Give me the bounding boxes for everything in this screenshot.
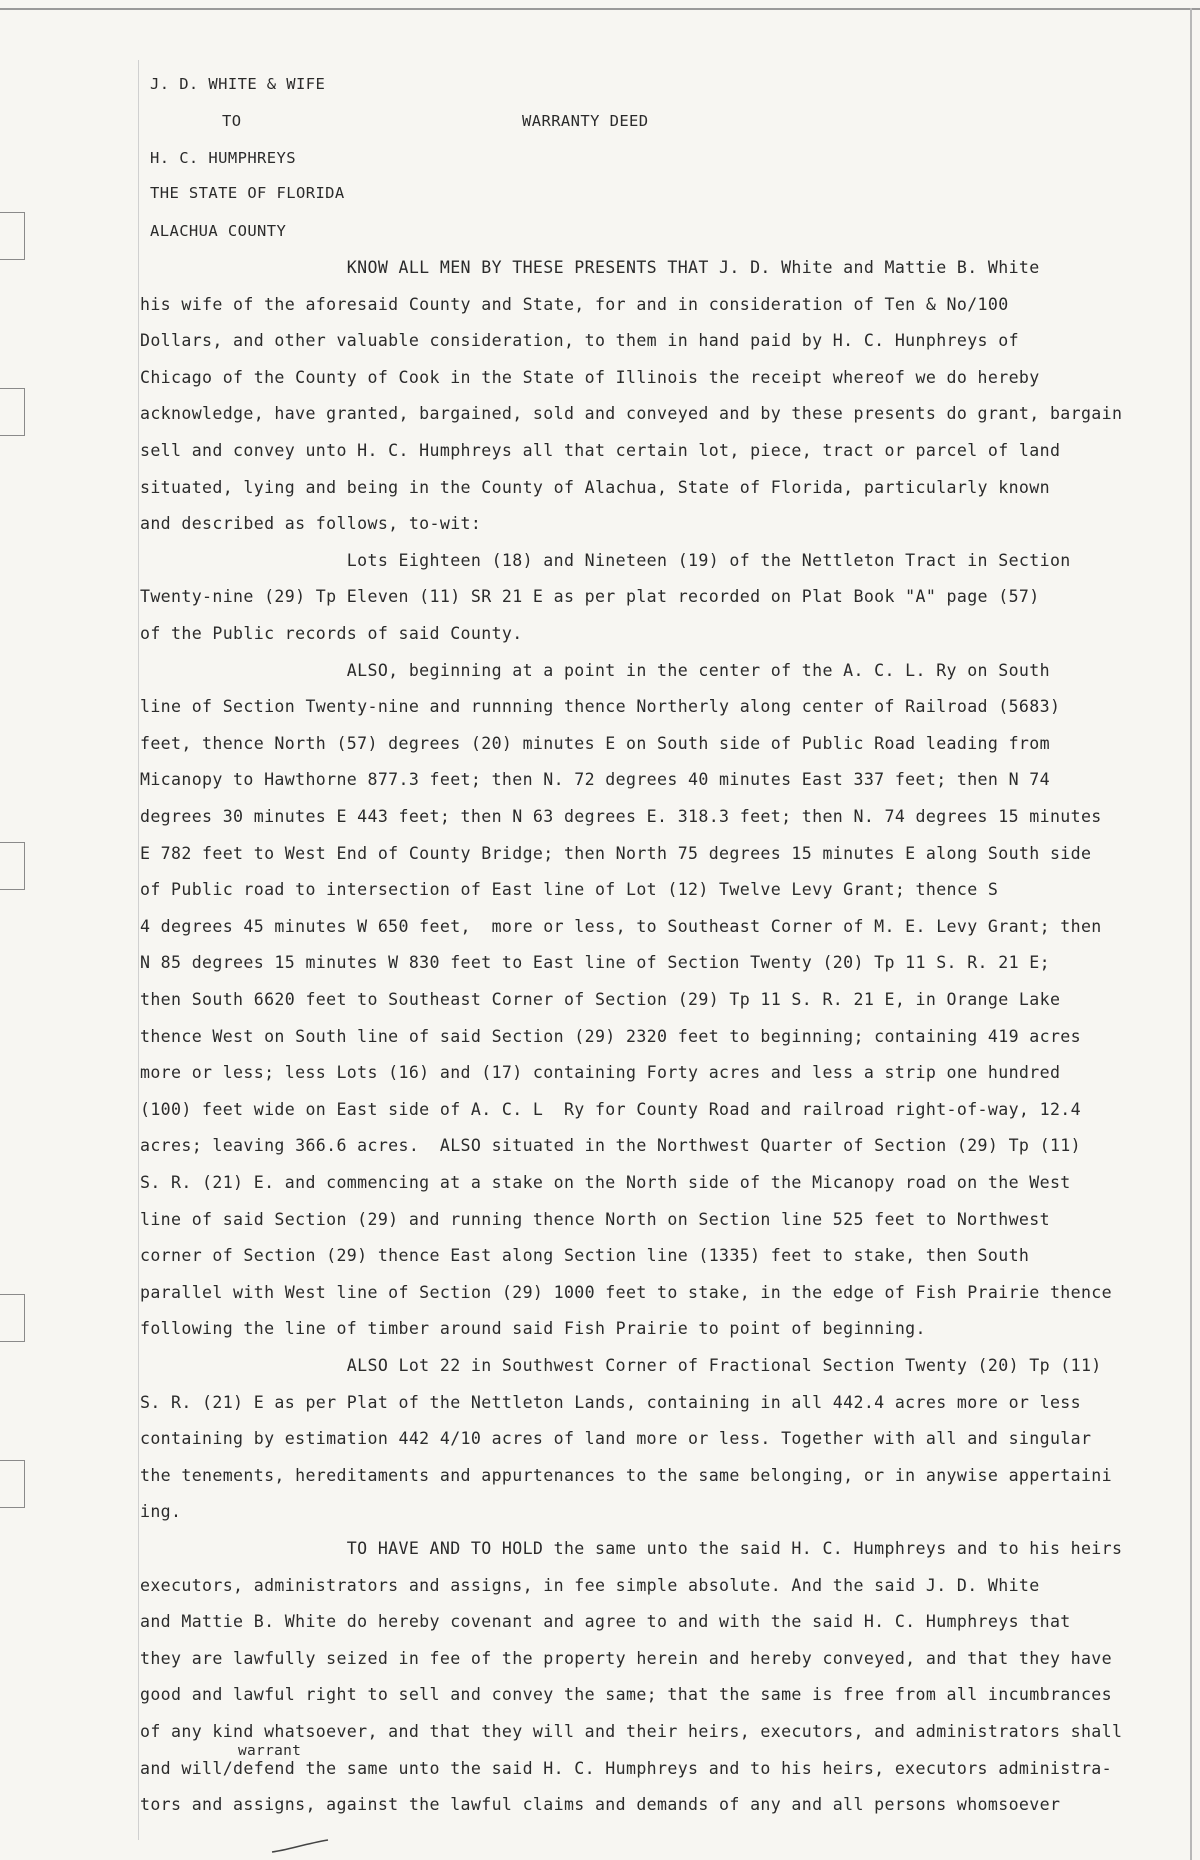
left-margin-rule (138, 60, 139, 1840)
to-label: TO (222, 112, 242, 130)
signature-stroke (270, 1838, 330, 1856)
binder-clip-mark (0, 842, 25, 890)
top-border (0, 8, 1200, 10)
deed-text-line: following the line of timber around said Fish Prairie to point of beginning. (140, 1319, 926, 1339)
deed-text-line: degrees 30 minutes E 443 feet; then N 63 degrees E. 318.3 feet; then N. 74 degrees 15 minutes (140, 807, 1102, 826)
deed-text-line: good and lawful right to sell and convey the same; that the same is free from all incumbrances (140, 1685, 1112, 1705)
deed-text-line: sell and convey unto H. C. Humphreys all that certain lot, piece, tract or parcel of land (140, 441, 1061, 460)
binder-clip-mark (0, 1460, 25, 1508)
deed-text-line: ing. (140, 1502, 182, 1522)
deed-text-line: containing by estimation 442 4/10 acres of land more or less. Together with all and singular (140, 1429, 1092, 1449)
deed-text-line: Twenty-nine (29) Tp Eleven (11) SR 21 E as per plat recorded on Plat Book "A" page (57) (140, 587, 1040, 607)
deed-text-line: Chicago of the County of Cook in the State of Illinois the receipt whereof we do hereby (140, 367, 1040, 387)
deed-text-line: acknowledge, have granted, bargained, sold and conveyed and by these presents do grant, bargain (140, 404, 1123, 424)
right-border (1190, 8, 1192, 1860)
deed-text-line: S. R. (21) E. and commencing at a stake on the North side of the Micanopy road on the West (140, 1173, 1071, 1192)
deed-text-line: Lots Eighteen (18) and Nineteen (19) of the Nettleton Tract in Section (140, 550, 1071, 570)
deed-text-line: (100) feet wide on East side of A. C. L Ry for County Road and railroad right-of-way, 12.4 (140, 1099, 1081, 1119)
grantor-name: J. D. WHITE & WIFE (150, 75, 326, 93)
state-heading: THE STATE OF FLORIDA (150, 184, 345, 202)
deed-text-line: ALSO Lot 22 in Southwest Corner of Fractional Section Twenty (20) Tp (11) (140, 1356, 1102, 1375)
deed-text-line: thence West on South line of said Section (29) 2320 feet to beginning; containing 419 acres (140, 1026, 1081, 1046)
deed-text-line: situated, lying and being in the County of Alachua, State of Florida, particularly known (140, 477, 1050, 497)
deed-text-line: TO HAVE AND TO HOLD the same unto the said H. C. Humphreys and to his heirs (140, 1539, 1123, 1558)
deed-text-line: tors and assigns, against the lawful claims and demands of any and all persons whomsoever (140, 1795, 1061, 1815)
deed-text-line: Dollars, and other valuable consideration, to them in hand paid by H. C. Hunphreys of (140, 331, 1019, 351)
document-title: WARRANTY DEED (522, 112, 649, 130)
deed-text-line: his wife of the aforesaid County and State, for and in consideration of Ten & No/100 (140, 294, 1009, 314)
deed-text-line: and will/defend the same unto the said H. C. Humphreys and to his heirs, executors administra- (140, 1758, 1112, 1778)
deed-text-line: the tenements, hereditaments and appurtenances to the same belonging, or in anywise appertaini (140, 1465, 1112, 1485)
deed-text-line: Micanopy to Hawthorne 877.3 feet; then N. 72 degrees 40 minutes East 337 feet; then N 74 (140, 770, 1050, 790)
deed-text-line: 4 degrees 45 minutes W 650 feet, more or less, to Southeast Corner of M. E. Levy Grant; then (140, 916, 1102, 936)
deed-text-line: then South 6620 feet to Southeast Corner of Section (29) Tp 11 S. R. 21 E, in Orange Lake (140, 990, 1061, 1009)
binder-clip-mark (0, 212, 25, 260)
interlined-insertion: warrant (238, 1743, 302, 1759)
deed-text-line: they are lawfully seized in fee of the property herein and hereby conveyed, and that they have (140, 1648, 1112, 1668)
deed-text-line: acres; leaving 366.6 acres. ALSO situated in the Northwest Quarter of Section (29) Tp (11) (140, 1136, 1081, 1156)
deed-text-line: feet, thence North (57) degrees (20) minutes E on South side of Public Road leading from (140, 733, 1050, 753)
deed-text-line: of Public road to intersection of East line of Lot (12) Twelve Levy Grant; thence S (140, 880, 999, 900)
deed-text-line: line of said Section (29) and running thence North on Section line 525 feet to Northwest (140, 1209, 1050, 1229)
deed-text-line: KNOW ALL MEN BY THESE PRESENTS THAT J. D. White and Mattie B. White (140, 258, 1040, 277)
deed-text-line: and Mattie B. White do hereby covenant and agree to and with the said H. C. Humphreys that (140, 1612, 1071, 1632)
deed-text-line: line of Section Twenty-nine and runnning thence Northerly along center of Railroad (5683) (140, 697, 1061, 717)
grantee-name: H. C. HUMPHREYS (150, 149, 296, 167)
deed-text-line: ALSO, beginning at a point in the center of the A. C. L. Ry on South (140, 660, 1050, 680)
binder-clip-mark (0, 1294, 25, 1342)
deed-text-line: executors, administrators and assigns, in fee simple absolute. And the said J. D. White (140, 1575, 1040, 1595)
binder-clip-mark (0, 388, 25, 436)
deed-text-line: E 782 feet to West End of County Bridge; then North 75 degrees 15 minutes E along South side (140, 843, 1092, 863)
deed-text-line: of the Public records of said County. (140, 624, 523, 643)
deed-text-line: and described as follows, to-wit: (140, 514, 482, 534)
county-heading: ALACHUA COUNTY (150, 222, 287, 240)
deed-text-line: of any kind whatsoever, and that they will and their heirs, executors, and administrators shall (140, 1722, 1123, 1741)
deed-text-line: S. R. (21) E as per Plat of the Nettleton Lands, containing in all 442.4 acres more or less (140, 1392, 1081, 1412)
deed-text-line: parallel with West line of Section (29) 1000 feet to stake, in the edge of Fish Prairie thence (140, 1282, 1112, 1302)
deed-text-line: N 85 degrees 15 minutes W 830 feet to East line of Section Twenty (20) Tp 11 S. R. 21 E; (140, 953, 1050, 973)
deed-text-line: more or less; less Lots (16) and (17) containing Forty acres and less a strip one hundred (140, 1063, 1061, 1083)
deed-text-line: corner of Section (29) thence East along Section line (1335) feet to stake, then South (140, 1246, 1030, 1266)
